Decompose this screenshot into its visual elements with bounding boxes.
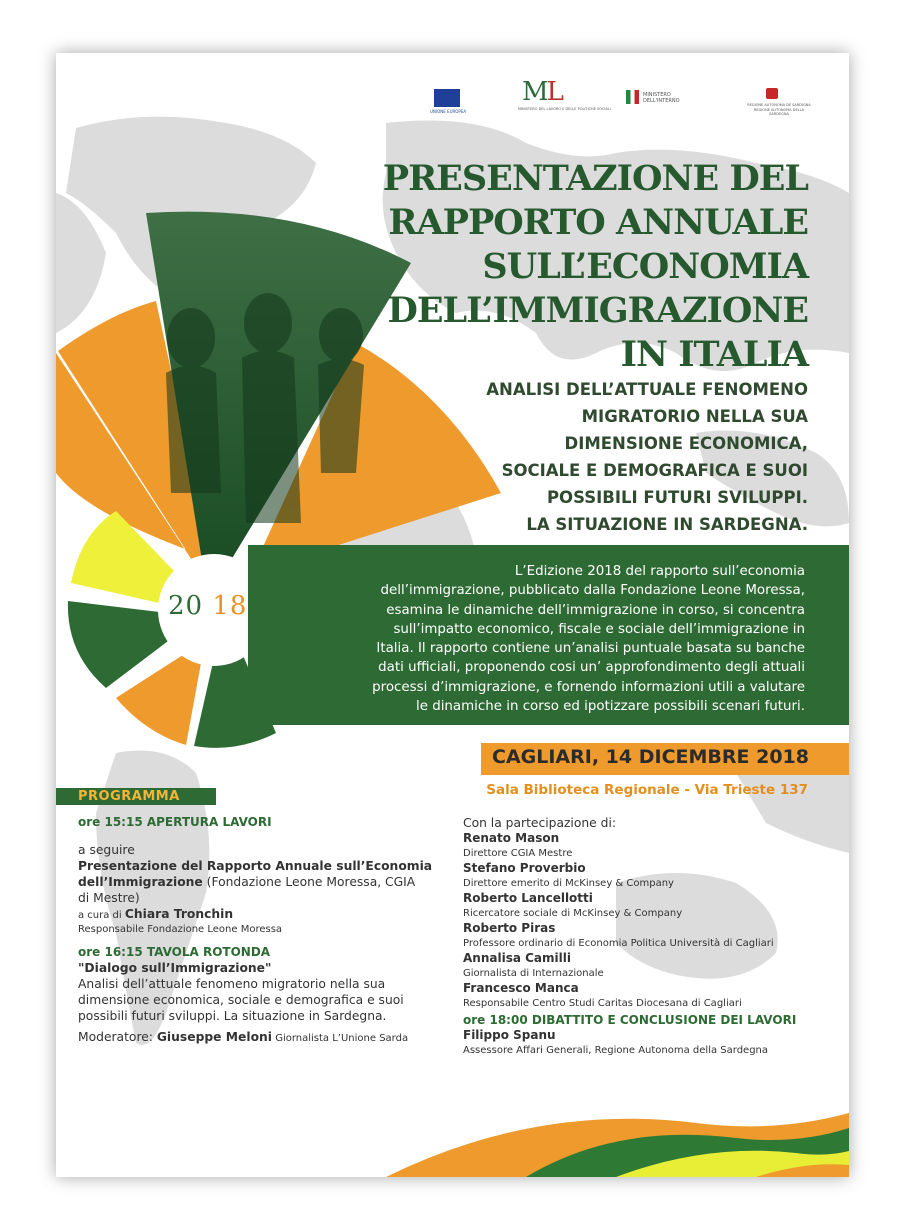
moderator-name: Giuseppe Meloni bbox=[156, 1030, 273, 1044]
roundtable-line: dimensione economica, sociale e demografica e suoi bbox=[78, 993, 404, 1007]
description-line: le dinamiche in corso ed ipotizzare possibili scenari futuri. bbox=[416, 699, 805, 715]
program-left-column bbox=[78, 815, 438, 1046]
participant-role: Professore ordinario di Economia Politica Università di Cagliari bbox=[463, 938, 774, 949]
curated-by bbox=[78, 906, 438, 923]
participant-name: Annalisa Camilli bbox=[463, 951, 571, 965]
curated-prefix: a cura di bbox=[78, 910, 125, 921]
title-line: DELL’IMMIGRAZIONE bbox=[387, 290, 808, 331]
participant bbox=[463, 861, 843, 891]
roundtable-line: Analisi dell’attuale fenomeno migratorio nella sua bbox=[78, 977, 386, 991]
description-line: Italia. Il rapporto contiene un’analisi puntuale basata su banche bbox=[376, 641, 805, 657]
participant bbox=[463, 891, 843, 921]
roundtable-heading: ore 16:15 TAVOLA ROTONDA bbox=[78, 945, 271, 959]
participant-name: Francesco Manca bbox=[463, 981, 579, 995]
then-text: a seguire bbox=[78, 843, 135, 857]
subtitle-line: LA SITUAZIONE IN SARDEGNA. bbox=[526, 515, 808, 534]
page-title bbox=[368, 157, 808, 377]
sardinia-region-label: REGIONE AUTONOMA DE SARDIGNA REGIONE AUTONOMA DELLA SARDEGNA bbox=[747, 103, 811, 116]
participant bbox=[463, 981, 843, 1011]
curated-name: Chiara Tronchin bbox=[124, 907, 234, 921]
presentation-org: (Fondazione Leone Moressa, CGIA bbox=[202, 875, 416, 889]
title-line: PRESENTAZIONE DEL bbox=[382, 158, 808, 199]
presentation-org-cont: di Mestre) bbox=[78, 891, 140, 905]
participant-role: Direttore CGIA Mestre bbox=[463, 848, 573, 859]
participants-column bbox=[463, 815, 843, 1058]
participant bbox=[463, 921, 843, 951]
participant-name: Roberto Lancellotti bbox=[463, 891, 593, 905]
event-date: CAGLIARI, 14 DICEMBRE 2018 bbox=[492, 746, 809, 768]
opening-heading: ore 15:15 APERTURA LAVORI bbox=[78, 815, 272, 829]
ministry-interior-label: MINISTERO DELL'INTERNO bbox=[643, 92, 680, 104]
eu-logo-label: UNIONE EUROPEA bbox=[430, 109, 467, 114]
title-line: IN ITALIA bbox=[620, 334, 808, 375]
participant-name: Renato Mason bbox=[463, 831, 560, 845]
participant-role: Direttore emerito di McKinsey & Company bbox=[463, 878, 674, 889]
program-label: PROGRAMMA bbox=[78, 789, 180, 804]
presentation-title-cont: dell’Immigrazione bbox=[78, 875, 203, 889]
presentation-text bbox=[78, 858, 438, 906]
subtitle-line: POSSIBILI FUTURI SVILUPPI. bbox=[546, 488, 808, 507]
description-line: sull’impatto economico, fiscale e sociale dell’immigrazione in bbox=[393, 621, 805, 637]
description-line: esamina le dinamiche dell’immigrazione in corso, si concentra bbox=[386, 602, 805, 618]
description-line: L’Edizione 2018 del rapporto sull’economia bbox=[514, 564, 805, 579]
description-line: dell’immigrazione, pubblicato dalla Fondazione Leone Moressa, bbox=[380, 583, 805, 599]
curated-role: Responsabile Fondazione Leone Moressa bbox=[78, 924, 283, 935]
participant-role: Giornalista di Internazionale bbox=[463, 968, 604, 979]
event-venue: Sala Biblioteca Regionale - Via Trieste 137 bbox=[486, 782, 808, 798]
participant-role: Ricercatore sociale di McKinsey & Company bbox=[463, 908, 683, 919]
participant bbox=[463, 951, 843, 981]
subtitle bbox=[428, 376, 808, 538]
participant-name: Roberto Piras bbox=[463, 921, 556, 935]
title-line: RAPPORTO ANNUALE bbox=[388, 202, 808, 243]
ministry-labour-label: MINISTERO DEL LAVORO E DELLE POLITICHE SOCIALI bbox=[518, 107, 611, 111]
participants-intro: Con la partecipazione di: bbox=[463, 816, 617, 830]
edition-year: 20 18 bbox=[168, 591, 248, 621]
participant-role: Responsabile Centro Studi Caritas Diocesana di Cagliari bbox=[463, 998, 742, 1009]
subtitle-line: ANALISI DELL’ATTUALE FENOMENO bbox=[486, 380, 808, 399]
participant-name: Stefano Proverbio bbox=[463, 861, 586, 875]
title-line: SULL’ECONOMIA bbox=[482, 246, 808, 287]
subtitle-line: DIMENSIONE ECONOMICA, bbox=[564, 434, 808, 453]
moderator-prefix: Moderatore: bbox=[78, 1030, 157, 1044]
presentation-title: Presentazione del Rapporto Annuale sull’Economia bbox=[78, 859, 433, 873]
poster bbox=[56, 53, 849, 1177]
closing-name: Filippo Spanu bbox=[463, 1028, 556, 1042]
participant bbox=[463, 831, 843, 861]
description-text bbox=[295, 562, 805, 716]
subtitle-line: MIGRATORIO NELLA SUA bbox=[581, 407, 808, 426]
description-line: processi d’immigrazione, e fornendo informazioni utili a valutare bbox=[372, 679, 805, 695]
roundtable-line: possibili futuri sviluppi. La situazione in Sardegna. bbox=[78, 1009, 387, 1023]
moderator-role: Giornalista L’Unione Sarda bbox=[272, 1033, 409, 1044]
moderator bbox=[78, 1029, 438, 1046]
ministry-labour-logo: ML bbox=[522, 77, 562, 107]
description-line: dati ufficiali, proponendo cosi un’ approfondimento degli attuali bbox=[378, 660, 805, 676]
closing-role: Assessore Affari Generali, Regione Autonoma della Sardegna bbox=[463, 1045, 769, 1056]
subtitle-line: SOCIALE E DEMOGRAFICA E SUOI bbox=[501, 461, 808, 480]
roundtable-title: "Dialogo sull’Immigrazione" bbox=[78, 961, 272, 975]
closing-heading: ore 18:00 DIBATTITO E CONCLUSIONE DEI LAVORI bbox=[463, 1013, 797, 1027]
